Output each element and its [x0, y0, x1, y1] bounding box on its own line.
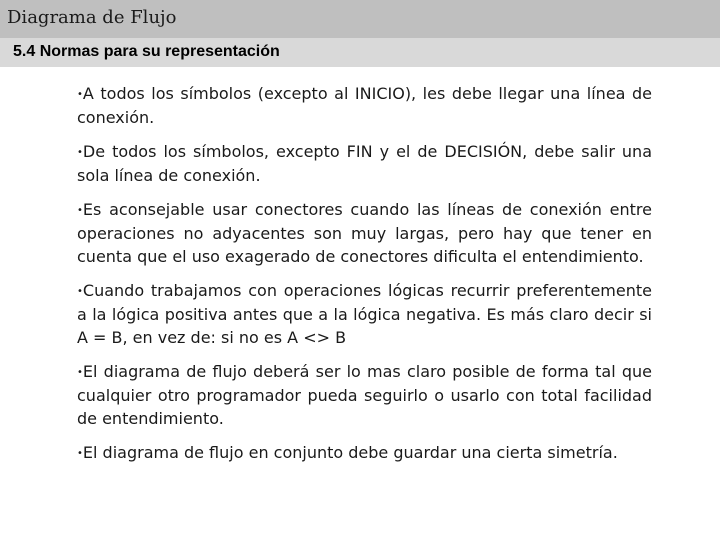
- bullet-marker: •: [77, 147, 83, 158]
- bullet-marker: •: [77, 367, 83, 378]
- bullet-marker: •: [77, 448, 83, 459]
- list-item: [77, 82, 652, 129]
- bullet-marker: •: [77, 286, 83, 297]
- list-item: [77, 140, 652, 187]
- bullet-list: [77, 82, 652, 465]
- section-heading: 5.4 Normas para su representación: [13, 43, 280, 60]
- list-item: [77, 279, 652, 349]
- list-item-text: Es aconsejable usar conectores cuando las líneas de conexión entre operaciones no adyacentes son muy largas, pero hay que tener en cuenta que el uso exagerado de conectores dificulta el entendimiento.: [77, 200, 652, 266]
- title-bar: [0, 0, 720, 38]
- subtitle-bar: [0, 38, 720, 67]
- list-item: [77, 198, 652, 268]
- list-item: [77, 360, 652, 430]
- list-item: [77, 441, 652, 465]
- bullet-marker: •: [77, 205, 83, 216]
- list-item-text: El diagrama de flujo en conjunto debe guardar una cierta simetría.: [82, 443, 618, 462]
- list-item-text: El diagrama de flujo deberá ser lo mas claro posible de forma tal que cualquier otro programador pueda seguirlo o usarlo con total facilidad de entendimiento.: [77, 362, 652, 428]
- list-item-text: De todos los símbolos, excepto FIN y el de DECISIÓN, debe salir una sola línea de conexión.: [77, 142, 652, 185]
- list-item-text: A todos los símbolos (excepto al INICIO), les debe llegar una línea de conexión.: [77, 84, 652, 127]
- bullet-marker: •: [77, 89, 83, 100]
- list-item-text: Cuando trabajamos con operaciones lógicas recurrir preferentemente a la lógica positiva antes que a la lógica negativa. Es más claro decir si A = B, en vez de: si no es A <> B: [77, 281, 652, 347]
- page-title: Diagrama de Flujo: [7, 7, 177, 28]
